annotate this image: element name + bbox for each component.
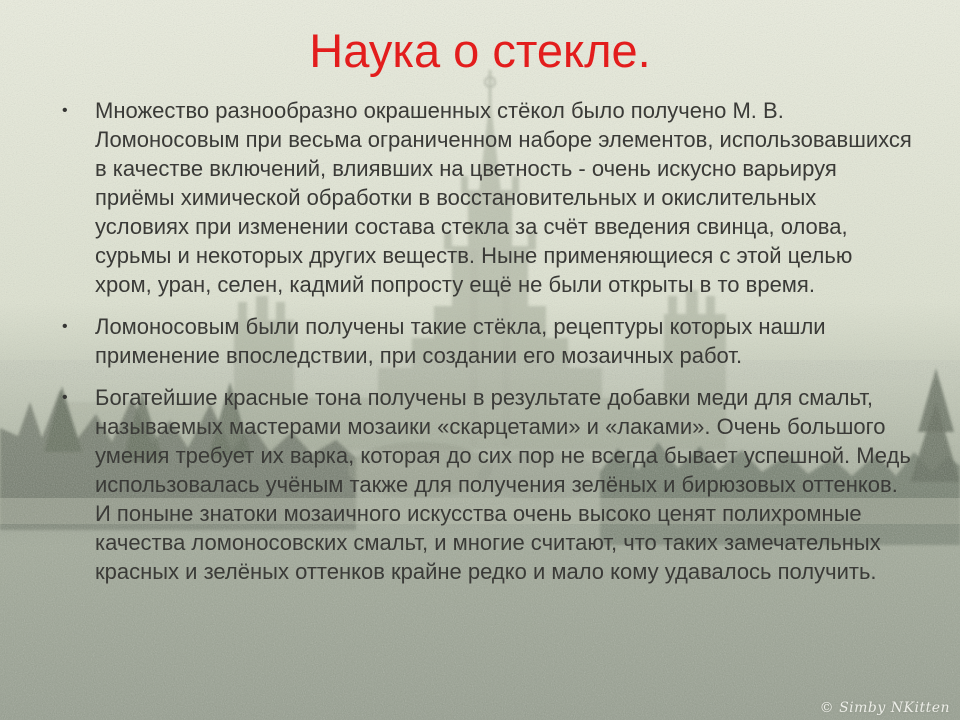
- bullet-marker-icon: •: [62, 318, 68, 335]
- slide-title: Наука о стекле.: [309, 24, 651, 77]
- bullet-item: [0, 96, 913, 299]
- bullet-text: Множество разнообразно окрашенных стёкол было получено М. В. Ломоносовым при весьма ограниченном наборе элементов, использовавшихся в качестве включений, влиявших на цветность - очень искусно варьируя приёмы химической обработки в восстановительных и окислительных условиях при изменении состава стекла за счёт введения свинца, олова, сурьмы и некоторых других веществ. Ныне применяющиеся с этой целью хром, уран, селен, кадмий попросту ещё не были открыты в то время.: [95, 98, 912, 297]
- bullet-text: Ломоносовым были получены такие стёкла, рецептуры которых нашли применение впоследствии, при создании его мозаичных работ.: [95, 314, 826, 368]
- bullet-item: [0, 383, 913, 586]
- bullet-list: [0, 96, 915, 599]
- bullet-text: Богатейшие красные тона получены в результате добавки меди для смальт, называемых мастерами мозаики «скарцетами» и «лаками». Очень большого умения требует их варка, которая до сих пор не всегда бывает успешной. Медь использовалась учёным также для получения зелёных и бирюзовых оттенков. И поныне знатоки мозаичного искусства очень высоко ценят полихромные качества ломоносовских смальт, и многие считают, что таких замечательных красных и зелёных оттенков крайне редко и мало кому удавалось получить.: [95, 385, 911, 584]
- bullet-marker-icon: •: [62, 102, 68, 119]
- watermark: © Simby NKitten: [819, 700, 950, 716]
- bullet-marker-icon: •: [62, 389, 68, 406]
- bullet-item: [0, 312, 913, 370]
